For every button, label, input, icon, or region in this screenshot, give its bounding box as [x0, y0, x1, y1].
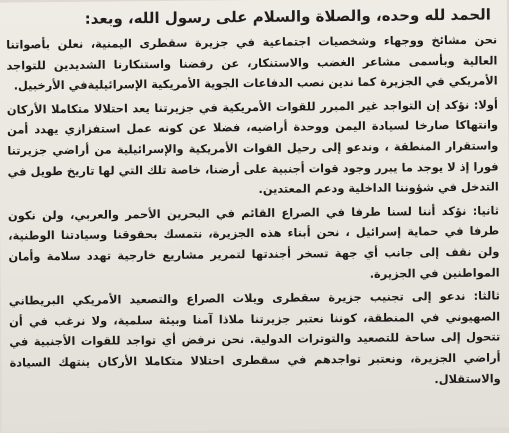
opening-greeting: الحمد لله وحده، والصلاة والسلام على رسول الله، وبعد: — [84, 5, 492, 28]
point-three-paragraph: ثالثا: ندعو إلى تجنيب جزيرة سقطرى ويلات الصراع والتصعيد الأمريكي البريطاني الصهيوني في المنطقة، كوننا نعتبر جزيرتنا ملاذا آمنا وبيئة سلمية، ولا نرغب في أن تتحول إلى ساحة للتصعيد والتوترات الدولية. نحن نرفض أي تواجد للقوات الأجنبية في أراضي الجزيرة، ونعتبر تواجدهم في سقطرى احتلالا متكاملا الأركان ينتهك السيادة والاستقلال. — [8, 288, 501, 386]
point-two-paragraph: ثانيا: نؤكد أننا لسنا طرفا في الصراع القائم في البحرين الأحمر والعربي، ولن نكون طرفا في حماية إسرائيل ، نحن أبناء هذه الجزيرة، نتمسك بحقوقنا وسيادتنا الوطنية، ولن نقف إلى جانب أي جهة تسخر أجندتها لتمرير مشاريع خارجية تهدد سلامة وأمان المواطنين في الجزيرة. — [7, 203, 500, 281]
point-one-paragraph: أولا: نؤكد إن التواجد غير المبرر للقوات الأمريكية في جزيرتنا يعد احتلالا متكاملا الأركان وانتهاكا صارخا لسيادة اليمن ووحدة أراضيه، فضلا عن كونه عمل استفزازي يهدد أمن واستقرار المنطقة ، وندعو إلى رحيل القوات الأمريكية والإسرائيلية من أراضي جزيرتنا فورا إذ لا يوجد ما يبرر وجود قوات أجنبية على أرضنا، خاصة تلك التي لها تاريخ طويل في التدخل في شؤوننا الداخلية ودعم المعتدين. — [6, 97, 499, 197]
intro-paragraph: نحن مشائخ ووجهاء وشخصيات اجتماعية في جزيرة سقطرى اليمنية، نعلن بأصواتنا العالية وبأسمى مشاعر الغضب والاستنكار، عن رفضنا واستنكارنا الشديدين للتواجد الأمريكي في الجزيرة كما ندين نصب الدفاعات الجوية الأمريكية الإسرائيليةفي الأرخبيل. — [6, 32, 498, 93]
